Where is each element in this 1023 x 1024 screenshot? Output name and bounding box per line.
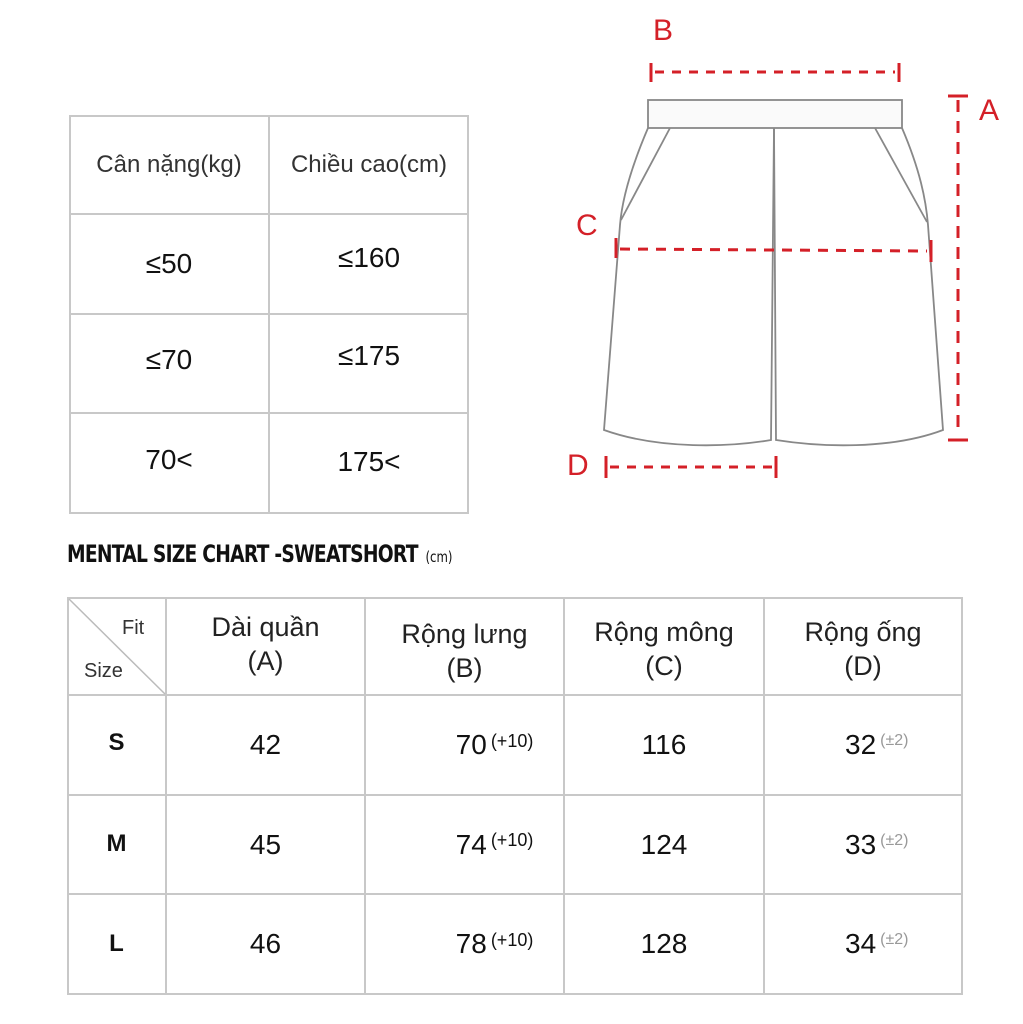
- waist-value: 78 (+10): [455, 928, 534, 959]
- size-label: L: [109, 930, 124, 957]
- label-d: D: [567, 449, 589, 482]
- hip-value: 128: [640, 928, 688, 959]
- weight-cell: 70<: [145, 444, 193, 475]
- waist-value: 74 (+10): [455, 828, 534, 860]
- label-a: A: [979, 94, 1000, 127]
- hip-value: 124: [640, 828, 688, 860]
- label-b: B: [653, 14, 674, 47]
- height-cell: 175<: [337, 446, 401, 477]
- header-b: Rộng lưng (B): [401, 619, 528, 683]
- length-value: 42: [249, 729, 282, 760]
- height-cell: ≤160: [337, 242, 401, 273]
- title-text: MENTAL SIZE CHART -SWEATSHORT: [67, 540, 418, 568]
- weight-cell: ≤70: [145, 344, 193, 375]
- weight-cell: ≤50: [145, 248, 193, 279]
- unit-text: (cm): [425, 548, 453, 566]
- shorts-outline: [604, 100, 943, 445]
- size-label: S: [108, 728, 125, 756]
- hip-value: 116: [641, 729, 687, 760]
- leg-value: 34 (±2): [845, 928, 909, 959]
- leg-value: 33 (±2): [845, 828, 909, 860]
- height-cell: ≤175: [337, 340, 401, 371]
- label-c: C: [576, 209, 598, 242]
- waist-value: 70 (+10): [455, 729, 534, 760]
- corner-size: Size: [84, 660, 123, 682]
- header-d: Rộng ống (D): [804, 617, 922, 681]
- header-a: Dài quần (A): [211, 612, 320, 676]
- header-weight: Cân nặng(kg): [96, 150, 242, 178]
- header-c: Rộng mông (C): [594, 617, 734, 681]
- leg-value: 32 (±2): [845, 729, 909, 760]
- length-value: 45: [249, 828, 282, 860]
- corner-fit: Fit: [122, 617, 145, 639]
- size-label: M: [106, 829, 127, 857]
- chart-title: [67, 540, 452, 568]
- length-value: 46: [249, 928, 282, 959]
- header-height: Chiều cao(cm): [290, 150, 448, 178]
